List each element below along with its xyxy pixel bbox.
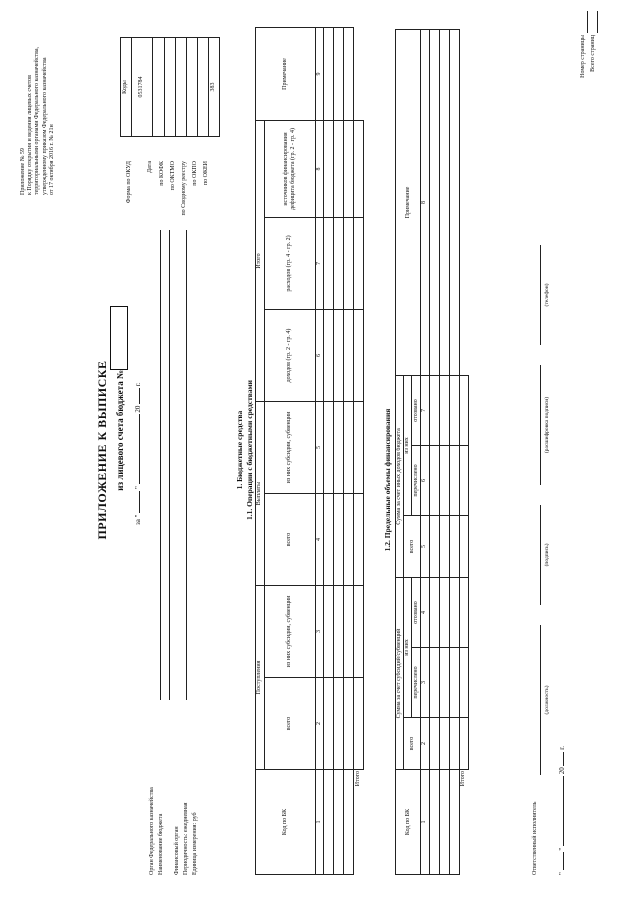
table-row[interactable] xyxy=(429,29,439,874)
date-quote: " xyxy=(558,872,566,875)
col-all-header: всего xyxy=(265,494,316,586)
appendix-number: Приложение № 59 xyxy=(20,148,26,195)
footer-date xyxy=(558,675,566,875)
col-kbk-header: Код по БК xyxy=(256,770,316,875)
col-num: 9 xyxy=(316,28,324,121)
col-subsidies-header: из них субсидии, субвенции xyxy=(265,586,316,678)
col-of-them-header: из них xyxy=(404,375,412,515)
col-subsidies-sum-header: Сумма за счет субсидий/субвенций xyxy=(396,578,404,770)
code-value[interactable]: 383 xyxy=(209,38,220,137)
org-fill-line[interactable] xyxy=(186,230,187,700)
appendix-line: утвержденному приказом Федерального казначейства xyxy=(41,57,48,195)
col-sources-header: источников финансирования дефицита бюджета (гр. 2 - гр. 4) xyxy=(265,121,316,218)
appendix-line: к Порядку открытия и ведения лицевых счетов xyxy=(27,74,34,195)
org-label: Наименование бюджета xyxy=(157,813,164,875)
col-of-them-header: из них xyxy=(404,578,412,718)
col-num: 2 xyxy=(421,718,429,770)
col-expense-diff-header: расходов (гр. 4 - гр. 2) xyxy=(265,218,316,310)
col-num: 5 xyxy=(421,516,429,578)
table-row[interactable] xyxy=(449,29,459,874)
col-num: 3 xyxy=(421,648,429,718)
document-subtitle: из лицевого счета бюджета № xyxy=(115,370,125,491)
col-num: 4 xyxy=(421,578,429,648)
org-label: Финансовый орган xyxy=(174,826,181,875)
signature-line[interactable] xyxy=(540,505,541,605)
table-row[interactable] xyxy=(344,28,354,875)
appendix-line: территориальными органами Федерального казначейства, xyxy=(34,46,41,195)
page-total-label: Всего страниц xyxy=(590,35,596,72)
itogo-label: Итого xyxy=(355,771,362,787)
col-kbk-header: Код по БК xyxy=(396,770,421,875)
col-note-header: Примечание xyxy=(256,28,316,121)
code-label: по ОКЕИ xyxy=(203,161,209,186)
code-value[interactable]: 0531784 xyxy=(132,38,153,137)
date-g: г. xyxy=(558,745,566,750)
table-row[interactable] xyxy=(439,29,449,874)
itogo-label: Итого xyxy=(460,771,467,787)
codes-header: Коды xyxy=(121,38,132,137)
col-subsidies-header: из них субсидии, субвенции xyxy=(265,402,316,494)
org-label: Единица измерения: руб xyxy=(191,812,198,875)
code-label: Дата xyxy=(147,161,153,173)
code-label: по ОКТМО xyxy=(170,161,176,191)
col-other-sum-header: Сумма за счет иных доходов бюджета xyxy=(396,375,404,577)
col-num: 1 xyxy=(316,770,324,875)
page-number-label: Номер страницы xyxy=(580,35,586,78)
code-label: по Сводному реестру xyxy=(181,161,187,216)
org-label: Орган Федерального казначейства xyxy=(149,787,155,875)
table-row[interactable] xyxy=(324,28,334,875)
col-num: 3 xyxy=(316,586,324,678)
code-value[interactable] xyxy=(176,38,187,137)
phone-caption: (телефон) xyxy=(544,283,550,307)
col-num: 7 xyxy=(316,218,324,310)
date-20: 20 xyxy=(134,405,142,413)
col-all-header: всего xyxy=(404,516,421,578)
date-line xyxy=(134,265,142,525)
col-num: 4 xyxy=(316,494,324,586)
code-label: по КОФК xyxy=(159,161,165,186)
col-income-header: Поступления xyxy=(256,586,265,770)
org-fill-line[interactable] xyxy=(160,230,161,700)
code-label: Форма по ОКУД xyxy=(126,161,132,204)
column-number-row xyxy=(316,28,324,875)
col-num: 6 xyxy=(316,310,324,402)
col-num: 5 xyxy=(316,402,324,494)
col-recalled-header: отозвано xyxy=(412,578,421,648)
document-title: ПРИЛОЖЕНИЕ К ВЫПИСКЕ xyxy=(95,360,109,540)
org-fill-line[interactable] xyxy=(169,230,170,700)
col-recalled-header: отозвано xyxy=(412,375,421,445)
position-line[interactable] xyxy=(540,625,541,775)
org-block xyxy=(148,705,199,875)
operations-table xyxy=(255,27,364,875)
date-quote: " xyxy=(134,486,142,490)
col-transferred-header: перечислено xyxy=(412,648,421,718)
col-note-header: Примечание xyxy=(396,29,421,375)
column-number-row xyxy=(421,29,429,874)
col-num: 2 xyxy=(316,678,324,770)
col-all-header: всего xyxy=(404,718,421,770)
appendix-block xyxy=(20,5,56,195)
col-total-header: Итого xyxy=(256,121,265,402)
section1-title: 1. Бюджетные средства xyxy=(235,410,244,490)
section2-title: 1.2. Предельные объемы финансирования xyxy=(383,408,392,552)
limits-table xyxy=(395,29,469,875)
col-payments-header: Выплаты xyxy=(256,402,265,586)
col-num: 8 xyxy=(421,29,429,375)
code-value[interactable] xyxy=(198,38,209,137)
col-transferred-header: перечислено xyxy=(412,446,421,516)
codes-table xyxy=(120,37,220,137)
signature-caption: (подпись) xyxy=(544,543,550,567)
col-all-header: всего xyxy=(265,678,316,770)
decoding-line[interactable] xyxy=(540,365,541,485)
account-number-box[interactable] xyxy=(110,306,128,370)
col-income-diff-header: доходов (гр. 2 - гр. 4) xyxy=(265,310,316,402)
col-num: 7 xyxy=(421,375,429,445)
table-row[interactable] xyxy=(334,28,344,875)
executor-label: Ответственный исполнитель xyxy=(532,801,538,875)
section1-subtitle: 1.1. Операции с бюджетными средствами xyxy=(245,379,254,521)
date-g: г. xyxy=(134,382,142,387)
position-caption: (должность) xyxy=(544,685,550,715)
phone-line[interactable] xyxy=(540,245,541,345)
itogo-row xyxy=(354,28,364,875)
decoding-caption: (расшифровка подписи) xyxy=(544,396,550,454)
date-quote: " xyxy=(558,847,566,851)
code-value[interactable] xyxy=(165,38,176,137)
date-20: 20 xyxy=(558,767,566,775)
appendix-line: от 17 октября 2016 г. № 21н xyxy=(48,124,55,195)
page-number-line[interactable] xyxy=(587,11,588,33)
col-num: 6 xyxy=(421,446,429,516)
code-value[interactable] xyxy=(153,38,165,137)
code-label: по ОКПО xyxy=(192,161,198,186)
org-label: Периодичность: ежедневная xyxy=(183,802,190,875)
code-value[interactable] xyxy=(187,38,198,137)
col-num: 1 xyxy=(421,770,429,875)
page-total-line[interactable] xyxy=(597,11,598,33)
date-za: за " xyxy=(134,514,142,525)
col-num: 8 xyxy=(316,121,324,218)
itogo-row xyxy=(459,29,469,874)
